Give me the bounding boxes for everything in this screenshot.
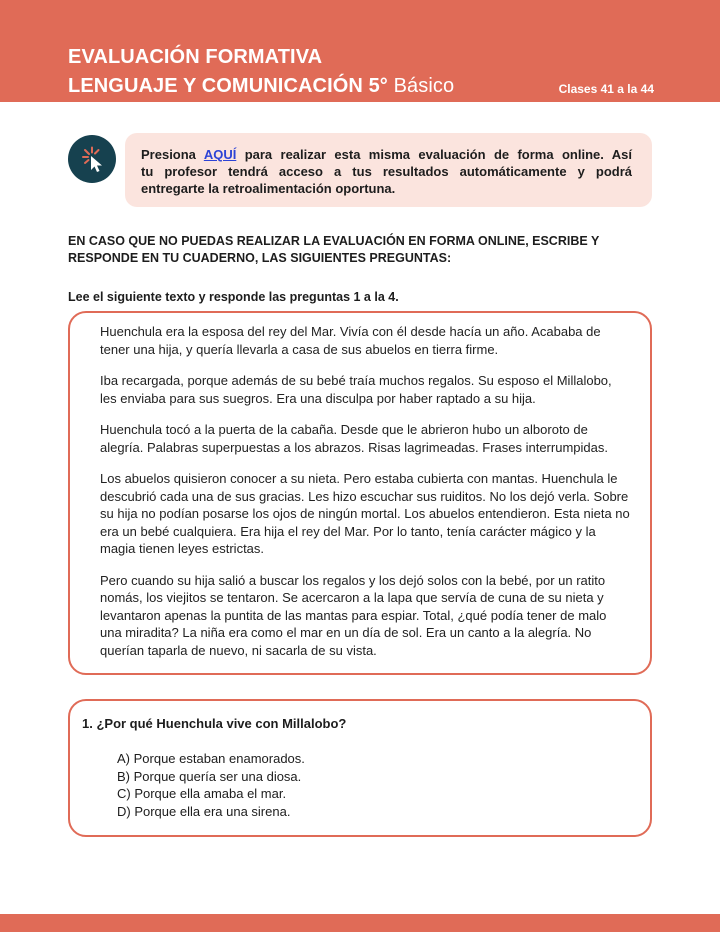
classes-range: Clases 41 a la 44 xyxy=(558,82,654,96)
document-title: EVALUACIÓN FORMATIVA xyxy=(68,46,323,68)
grade-level: Básico xyxy=(393,75,455,97)
option-c: C) Porque ella amaba el mar. xyxy=(117,786,287,801)
notice-line-1 xyxy=(141,146,632,163)
question-1-options xyxy=(117,750,305,820)
notice-line-2: tu profesor tendrá acceso a tus resultados automáticamente y podrá xyxy=(141,164,632,179)
notice-pre-link: Presiona xyxy=(141,147,196,162)
story-text xyxy=(100,323,630,673)
notice-line-3: entregarte la retroalimentación oportuna. xyxy=(141,181,396,196)
story-paragraph: Los abuelos quisieron conocer a su nieta. Pero estaba cubierta con mantas. Huenchula le descubrió cada una de sus gracias. Les hizo escuchar sus ruiditos. No los dejó verla. Sobre su hija no podían posarse los ojos de ningún mortal. Los abuelos entendieron. Esta nieta no era un bebé cualquiera. Era hija el rey del Mar. Por lo tanto, tenía carácter mágico y la magia tienen leyes estrictas. xyxy=(100,471,630,556)
online-evaluation-link[interactable]: AQUÍ xyxy=(203,147,237,162)
option-b: B) Porque quería ser una diosa. xyxy=(117,768,302,784)
story-paragraph: Pero cuando su hija salió a buscar los regalos y los dejó solos con la bebé, por un ratito nomás, los viejitos se tentaron. Se acercaron a la lapa que servía de cuna de su nieta y levantaron apenas la puntita de las mantas para espiar. Total, ¿qué podía tener de malo una miradita? La niña era como el mar en un día de sol. Era un canto a la alegría. No querían taparla de nuevo, ni sacarla de su vista. xyxy=(100,572,607,658)
subject-name: LENGUAJE Y COMUNICACIÓN 5° xyxy=(68,75,388,97)
option-d: D) Porque ella era una sirena. xyxy=(117,803,291,819)
online-notice xyxy=(68,133,652,209)
story-paragraph: Huenchula tocó a la puerta de la cabaña. Desde que le abrieron hubo un alboroto de alegría. Palabras superpuestas a los abrazos. Risas lagrimeadas. Frases interrumpidas. xyxy=(100,422,608,455)
story-paragraph: Iba recargada, porque además de su bebé traía muchos regalos. Su esposo el Millalobo, les enviaba para sus suegros. Era una disculpa por haber raptado a su hija. xyxy=(100,373,612,406)
notice-post-link: para realizar esta misma evaluación de forma online. Así xyxy=(244,147,632,162)
subject-title xyxy=(68,75,454,98)
footer-bar xyxy=(0,914,720,932)
question-1: 1. ¿Por qué Huenchula vive con Millalobo? xyxy=(82,716,347,731)
reading-instruction: Lee el siguiente texto y responde las preguntas 1 a la 4. xyxy=(68,290,399,304)
offline-instruction: EN CASO QUE NO PUEDAS REALIZAR LA EVALUACIÓN EN FORMA ONLINE, ESCRIBE Y RESPONDE EN TU CUADERNO, LAS SIGUIENTES PREGUNTAS: xyxy=(68,234,600,265)
cursor-click-icon[interactable] xyxy=(68,135,116,183)
header-bar xyxy=(0,0,720,102)
option-a: A) Porque estaban enamorados. xyxy=(117,751,305,766)
story-paragraph: Huenchula era la esposa del rey del Mar. Vivía con él desde hacía un año. Acababa de tener una hija, y quería llevarla a casa de sus abuelos en tierra firme. xyxy=(100,324,601,357)
notice-text-box xyxy=(125,133,652,207)
